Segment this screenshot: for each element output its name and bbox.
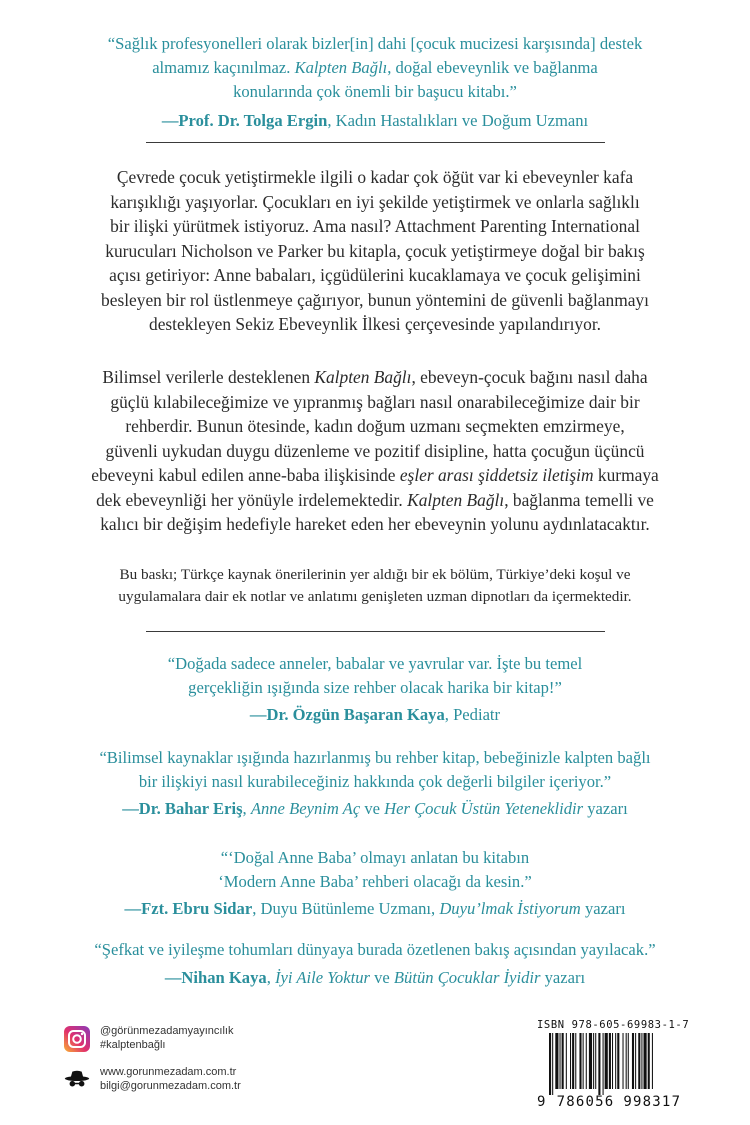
- barcode-bar: [635, 1033, 636, 1089]
- isbn-label: ISBN 978-605-69983-1-7: [537, 1019, 690, 1031]
- barcode-bar: [566, 1033, 567, 1089]
- barcode-digits: 9 786056 998317: [537, 1094, 682, 1110]
- quote-author: —Prof. Dr. Tolga Ergin: [161, 111, 328, 130]
- barcode-bar: [623, 1033, 624, 1089]
- quote-kaya-nihan: “Şefkat ve iyileşme tohumları dünyaya burada özetlenen bakış açısından yayılacak.” —Nihan Kaya, İyi Aile Yoktur ve Bütün Çocuklar İyidir yazarı: [40, 938, 710, 989]
- footer-contact: [64, 1066, 241, 1093]
- barcode-bar: [562, 1033, 564, 1089]
- description-paragraph-2: Bilimsel verilerle desteklenen Kalpten Bağlı, ebeveyn-çocuk bağını nasıl daha güçlü kılabileceğimize ve yıpranmış bağları nasıl onarabileceğimize dair bir rehberdir. Bunun ötesinde, kadın doğum uzmanı seçmekten emzirmeye, güvenli uykudan duygu düzenleme ve pozitif disipline, hatta çocuğun üçüncü ebeveyni kabul edilen anne-baba ilişkisinde eşler arası şiddetsiz iletişim kurmaya dek ebeveynliği her yönüyle irdelemektedir. Kalpten Bağlı, bağlanma temelli ve kalıcı bir değişim hedefiyle hareket eden her ebeveynin yolunu aydınlatacaktır.: [91, 367, 659, 534]
- quote-author: —Nihan Kaya: [164, 967, 267, 987]
- quote-line: almamız kaçınılmaz. Kalpten Bağlı, doğal ebeveynlik ve bağlanma: [152, 58, 598, 77]
- barcode-bar: [560, 1033, 561, 1089]
- barcode-bar: [575, 1033, 576, 1089]
- barcode-bar: [586, 1033, 587, 1089]
- barcode-bar: [589, 1033, 592, 1089]
- quote-author: —Fzt. Ebru Sidar: [124, 899, 253, 918]
- barcode-bar: [648, 1033, 650, 1089]
- book-title: Kalpten Bağlı: [407, 489, 505, 510]
- barcode-bar: [598, 1033, 600, 1095]
- barcode-bar: [605, 1033, 608, 1089]
- barcode-bar: [638, 1033, 640, 1089]
- divider-bottom: [146, 631, 605, 632]
- barcode-bar: [603, 1033, 604, 1095]
- barcode-bar: [555, 1033, 558, 1089]
- quote-attribution: —Dr. Bahar Eriş, Anne Beynim Aç ve Her Çocuk Üstün Yeteneklidir yazarı: [122, 799, 628, 818]
- barcode-bar: [595, 1033, 596, 1089]
- book-title: Her Çocuk Üstün Yeteneklidir: [384, 799, 584, 818]
- quote-line: “Sağlık profesyonelleri olarak bizler[in] dahi [çocuk mucizesi karşısında] destek: [107, 34, 643, 53]
- footer-social: [64, 1025, 233, 1052]
- isbn-barcode: [537, 1019, 690, 1110]
- quote-sidar: “‘Doğal Anne Baba’ olmayı anlatan bu kitabın ‘Modern Anne Baba’ rehberi olacağı da kesin.” —Fzt. Ebru Sidar, Duyu Bütünleme Uzmanı, Duyu’lmak İstiyorum yazarı: [40, 846, 710, 921]
- website-link[interactable]: www.gorunmezadam.com.tr: [100, 1066, 237, 1078]
- divider-top: [146, 142, 605, 143]
- barcode-bar: [617, 1033, 619, 1089]
- quote-attribution: —Prof. Dr. Tolga Ergin, Kadın Hastalıkları ve Doğum Uzmanı: [161, 111, 589, 130]
- book-title: Anne Beynim Aç: [250, 799, 361, 818]
- quote-line: konularında çok önemli bir başucu kitabı.”: [233, 82, 517, 101]
- barcode-bar: [652, 1033, 653, 1089]
- barcode-bar: [552, 1033, 553, 1095]
- quote-author: —Dr. Bahar Eriş: [122, 799, 243, 818]
- barcode-bar: [570, 1033, 571, 1089]
- edition-note: Bu baskı; Türkçe kaynak önerilerinin yer aldığı bir ek bölüm, Türkiye’deki koşul ve uygulamalara dair ek notlar ve anlatımı genişleten uzman dipnotları da içermektedir.: [118, 566, 632, 605]
- barcode-bar: [593, 1033, 594, 1089]
- barcode-bars: [537, 1033, 687, 1095]
- book-title: Kalpten Bağlı: [314, 367, 412, 387]
- email-link[interactable]: bilgi@gorunmezadam.com.tr: [100, 1079, 241, 1092]
- description-paragraph-1: Çevrede çocuk yetiştirmekle ilgili o kadar çok öğüt var ki ebeveynler kafa karışıklığı yaşıyorlar. Çocukları en iyi şekilde yetiştirmek ve onlarla sağlıklı bir ilişki yürütmek istiyoruz. Ama nasıl? Attachment Parenting International kurucuları Nicholson ve Parker bu kitapla, çocuk yetiştirmeye doğal bir bakış açısı getiriyor: Anne babaları, içgüdülerini kucaklamaya ve çocuk gelişimini besleyen bir rol üstlenmeye çağırıyor, bunun yöntemini de güvenli bağlanmayı destekleyen Sekiz Ebeveynlik İlkesi çerçevesinde yapılandırıyor.: [101, 167, 649, 334]
- book-title: Kalpten Bağlı: [294, 58, 388, 77]
- quote-attribution: —Nihan Kaya, İyi Aile Yoktur ve Bütün Çocuklar İyidir yazarı: [164, 967, 586, 987]
- barcode-bar: [572, 1033, 574, 1089]
- instagram-handle[interactable]: @görünmezadamyayıncılık: [100, 1025, 234, 1037]
- quote-author: —Dr. Özgün Başaran Kaya: [249, 705, 445, 724]
- barcode-bar: [549, 1033, 551, 1095]
- book-title: Duyu’lmak İstiyorum: [439, 899, 581, 918]
- barcode-bar: [641, 1033, 642, 1089]
- quote-eris: “Bilimsel kaynaklar ışığında hazırlanmış bu rehber kitap, bebeğinizle kalpten bağlı bir ilişkiyi nasıl kurabileceğiniz hakkında çok değerli bilgiler içeriyor.” —Dr. Bahar Eriş, Anne Beynim Aç ve Her Çocuk Üstün Yeteneklidir yazarı: [40, 746, 710, 821]
- barcode-bar: [632, 1033, 634, 1089]
- quote-attribution: —Fzt. Ebru Sidar, Duyu Bütünleme Uzmanı, Duyu’lmak İstiyorum yazarı: [124, 899, 626, 918]
- instagram-icon[interactable]: [64, 1026, 90, 1052]
- barcode-bar: [644, 1033, 647, 1089]
- barcode-bar: [612, 1033, 613, 1089]
- hashtag[interactable]: #kalptenbağlı: [100, 1038, 166, 1051]
- barcode-bar: [579, 1033, 581, 1089]
- spy-hat-icon: [64, 1067, 90, 1093]
- barcode-bar: [615, 1033, 616, 1089]
- book-title: İyi Aile Yoktur: [275, 967, 370, 987]
- barcode-bar: [628, 1033, 629, 1089]
- quote-ergin: [0, 32, 750, 133]
- barcode-bar: [583, 1033, 584, 1089]
- barcode-bar: [626, 1033, 627, 1089]
- book-title: Bütün Çocuklar İyidir: [393, 967, 541, 987]
- quote-attribution: —Dr. Özgün Başaran Kaya, Pediatr: [249, 705, 501, 724]
- barcode-bar: [609, 1033, 611, 1089]
- quote-kaya-ozgun: “Doğada sadece anneler, babalar ve yavrular var. İşte bu temel gerçekliğin ışığında size rehber olacak harika bir kitap!” —Dr. Özgün Başaran Kaya, Pediatr: [40, 652, 710, 727]
